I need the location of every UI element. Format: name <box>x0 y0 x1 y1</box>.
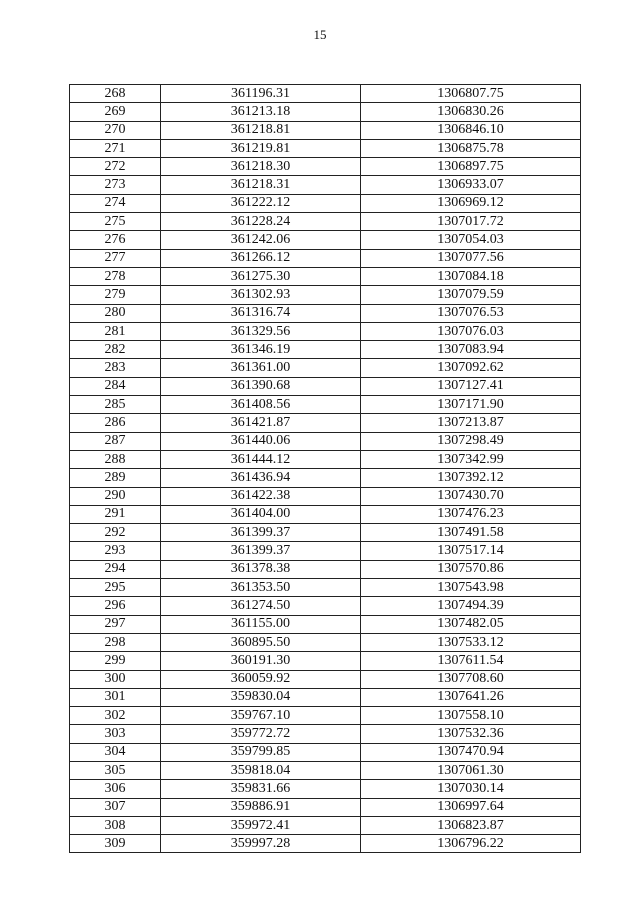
point-number-cell: 296 <box>70 597 161 615</box>
point-number-cell: 272 <box>70 158 161 176</box>
table-row <box>70 761 581 779</box>
table-row <box>70 633 581 651</box>
x-coordinate-cell: 361361.00 <box>161 359 361 377</box>
x-coordinate-cell: 361399.37 <box>161 542 361 560</box>
y-coordinate-cell: 1306796.22 <box>361 835 581 853</box>
x-coordinate-cell: 359799.85 <box>161 743 361 761</box>
table-row <box>70 286 581 304</box>
x-coordinate-cell: 361302.93 <box>161 286 361 304</box>
y-coordinate-cell: 1307543.98 <box>361 579 581 597</box>
table-row <box>70 615 581 633</box>
point-number-cell: 297 <box>70 615 161 633</box>
x-coordinate-cell: 361218.81 <box>161 121 361 139</box>
point-number-cell: 279 <box>70 286 161 304</box>
x-coordinate-cell: 361274.50 <box>161 597 361 615</box>
x-coordinate-cell: 361155.00 <box>161 615 361 633</box>
x-coordinate-cell: 361218.31 <box>161 176 361 194</box>
point-number-cell: 295 <box>70 579 161 597</box>
point-number-cell: 283 <box>70 359 161 377</box>
point-number-cell: 307 <box>70 798 161 816</box>
x-coordinate-cell: 361218.30 <box>161 158 361 176</box>
x-coordinate-cell: 360191.30 <box>161 652 361 670</box>
x-coordinate-cell: 361399.37 <box>161 524 361 542</box>
table-row <box>70 139 581 157</box>
table-row <box>70 359 581 377</box>
table-row <box>70 725 581 743</box>
point-number-cell: 284 <box>70 377 161 395</box>
table-row <box>70 524 581 542</box>
x-coordinate-cell: 361422.38 <box>161 487 361 505</box>
point-number-cell: 293 <box>70 542 161 560</box>
point-number-cell: 280 <box>70 304 161 322</box>
x-coordinate-cell: 361353.50 <box>161 579 361 597</box>
table-row <box>70 816 581 834</box>
y-coordinate-cell: 1307054.03 <box>361 231 581 249</box>
point-number-cell: 302 <box>70 707 161 725</box>
y-coordinate-cell: 1306997.64 <box>361 798 581 816</box>
table-row <box>70 743 581 761</box>
y-coordinate-cell: 1307076.53 <box>361 304 581 322</box>
y-coordinate-cell: 1307213.87 <box>361 414 581 432</box>
point-number-cell: 270 <box>70 121 161 139</box>
point-number-cell: 301 <box>70 688 161 706</box>
y-coordinate-cell: 1307079.59 <box>361 286 581 304</box>
point-number-cell: 290 <box>70 487 161 505</box>
y-coordinate-cell: 1307083.94 <box>361 341 581 359</box>
table-row <box>70 249 581 267</box>
x-coordinate-cell: 361219.81 <box>161 139 361 157</box>
point-number-cell: 291 <box>70 505 161 523</box>
page-number: 15 <box>313 27 327 42</box>
y-coordinate-cell: 1306933.07 <box>361 176 581 194</box>
x-coordinate-cell: 361329.56 <box>161 322 361 340</box>
y-coordinate-cell: 1307517.14 <box>361 542 581 560</box>
x-coordinate-cell: 361213.18 <box>161 103 361 121</box>
point-number-cell: 300 <box>70 670 161 688</box>
table-row <box>70 231 581 249</box>
point-number-cell: 308 <box>70 816 161 834</box>
table-row <box>70 322 581 340</box>
point-number-cell: 304 <box>70 743 161 761</box>
x-coordinate-cell: 361444.12 <box>161 450 361 468</box>
x-coordinate-cell: 359886.91 <box>161 798 361 816</box>
point-number-cell: 271 <box>70 139 161 157</box>
point-number-cell: 276 <box>70 231 161 249</box>
table-row <box>70 85 581 103</box>
y-coordinate-cell: 1307171.90 <box>361 396 581 414</box>
table-row <box>70 560 581 578</box>
table-row <box>70 780 581 798</box>
y-coordinate-cell: 1307127.41 <box>361 377 581 395</box>
point-number-cell: 306 <box>70 780 161 798</box>
y-coordinate-cell: 1307061.30 <box>361 761 581 779</box>
x-coordinate-cell: 361421.87 <box>161 414 361 432</box>
x-coordinate-cell: 359818.04 <box>161 761 361 779</box>
x-coordinate-cell: 361404.00 <box>161 505 361 523</box>
y-coordinate-cell: 1307482.05 <box>361 615 581 633</box>
y-coordinate-cell: 1307092.62 <box>361 359 581 377</box>
table-row <box>70 469 581 487</box>
table-row <box>70 194 581 212</box>
y-coordinate-cell: 1307392.12 <box>361 469 581 487</box>
point-number-cell: 277 <box>70 249 161 267</box>
x-coordinate-cell: 361196.31 <box>161 85 361 103</box>
y-coordinate-cell: 1307611.54 <box>361 652 581 670</box>
y-coordinate-cell: 1307077.56 <box>361 249 581 267</box>
y-coordinate-cell: 1306897.75 <box>361 158 581 176</box>
x-coordinate-cell: 359997.28 <box>161 835 361 853</box>
y-coordinate-cell: 1307570.86 <box>361 560 581 578</box>
coordinates-table-body <box>70 85 581 853</box>
y-coordinate-cell: 1307708.60 <box>361 670 581 688</box>
y-coordinate-cell: 1306875.78 <box>361 139 581 157</box>
table-row <box>70 688 581 706</box>
table-row <box>70 267 581 285</box>
x-coordinate-cell: 361378.38 <box>161 560 361 578</box>
y-coordinate-cell: 1307641.26 <box>361 688 581 706</box>
y-coordinate-cell: 1307476.23 <box>361 505 581 523</box>
point-number-cell: 275 <box>70 213 161 231</box>
table-row <box>70 505 581 523</box>
point-number-cell: 273 <box>70 176 161 194</box>
point-number-cell: 309 <box>70 835 161 853</box>
x-coordinate-cell: 361390.68 <box>161 377 361 395</box>
y-coordinate-cell: 1306969.12 <box>361 194 581 212</box>
point-number-cell: 269 <box>70 103 161 121</box>
table-row <box>70 707 581 725</box>
x-coordinate-cell: 361436.94 <box>161 469 361 487</box>
point-number-cell: 278 <box>70 267 161 285</box>
point-number-cell: 274 <box>70 194 161 212</box>
table-row <box>70 450 581 468</box>
x-coordinate-cell: 361275.30 <box>161 267 361 285</box>
point-number-cell: 299 <box>70 652 161 670</box>
x-coordinate-cell: 360059.92 <box>161 670 361 688</box>
y-coordinate-cell: 1307084.18 <box>361 267 581 285</box>
table-row <box>70 835 581 853</box>
point-number-cell: 285 <box>70 396 161 414</box>
y-coordinate-cell: 1307470.94 <box>361 743 581 761</box>
table-row <box>70 542 581 560</box>
x-coordinate-cell: 361440.06 <box>161 432 361 450</box>
coordinates-table <box>69 84 581 853</box>
point-number-cell: 303 <box>70 725 161 743</box>
table-row <box>70 670 581 688</box>
table-row <box>70 798 581 816</box>
x-coordinate-cell: 361316.74 <box>161 304 361 322</box>
x-coordinate-cell: 359830.04 <box>161 688 361 706</box>
table-row <box>70 377 581 395</box>
point-number-cell: 287 <box>70 432 161 450</box>
y-coordinate-cell: 1307430.70 <box>361 487 581 505</box>
x-coordinate-cell: 360895.50 <box>161 633 361 651</box>
table-row <box>70 487 581 505</box>
y-coordinate-cell: 1307532.36 <box>361 725 581 743</box>
y-coordinate-cell: 1307076.03 <box>361 322 581 340</box>
point-number-cell: 289 <box>70 469 161 487</box>
point-number-cell: 294 <box>70 560 161 578</box>
point-number-cell: 298 <box>70 633 161 651</box>
table-row <box>70 652 581 670</box>
x-coordinate-cell: 359972.41 <box>161 816 361 834</box>
y-coordinate-cell: 1307533.12 <box>361 633 581 651</box>
x-coordinate-cell: 361222.12 <box>161 194 361 212</box>
table-row <box>70 341 581 359</box>
y-coordinate-cell: 1306846.10 <box>361 121 581 139</box>
point-number-cell: 292 <box>70 524 161 542</box>
point-number-cell: 282 <box>70 341 161 359</box>
table-row <box>70 304 581 322</box>
y-coordinate-cell: 1306830.26 <box>361 103 581 121</box>
table-row <box>70 103 581 121</box>
x-coordinate-cell: 361266.12 <box>161 249 361 267</box>
x-coordinate-cell: 361242.06 <box>161 231 361 249</box>
x-coordinate-cell: 361346.19 <box>161 341 361 359</box>
point-number-cell: 288 <box>70 450 161 468</box>
table-row <box>70 597 581 615</box>
y-coordinate-cell: 1307017.72 <box>361 213 581 231</box>
x-coordinate-cell: 359831.66 <box>161 780 361 798</box>
point-number-cell: 305 <box>70 761 161 779</box>
y-coordinate-cell: 1306823.87 <box>361 816 581 834</box>
y-coordinate-cell: 1307342.99 <box>361 450 581 468</box>
table-row <box>70 176 581 194</box>
table-row <box>70 158 581 176</box>
table-row <box>70 121 581 139</box>
y-coordinate-cell: 1307558.10 <box>361 707 581 725</box>
table-row <box>70 396 581 414</box>
table-row <box>70 579 581 597</box>
y-coordinate-cell: 1306807.75 <box>361 85 581 103</box>
table-row <box>70 213 581 231</box>
y-coordinate-cell: 1307030.14 <box>361 780 581 798</box>
table-row <box>70 414 581 432</box>
table-row <box>70 432 581 450</box>
point-number-cell: 268 <box>70 85 161 103</box>
x-coordinate-cell: 361228.24 <box>161 213 361 231</box>
y-coordinate-cell: 1307494.39 <box>361 597 581 615</box>
point-number-cell: 286 <box>70 414 161 432</box>
y-coordinate-cell: 1307491.58 <box>361 524 581 542</box>
x-coordinate-cell: 361408.56 <box>161 396 361 414</box>
x-coordinate-cell: 359772.72 <box>161 725 361 743</box>
point-number-cell: 281 <box>70 322 161 340</box>
x-coordinate-cell: 359767.10 <box>161 707 361 725</box>
y-coordinate-cell: 1307298.49 <box>361 432 581 450</box>
